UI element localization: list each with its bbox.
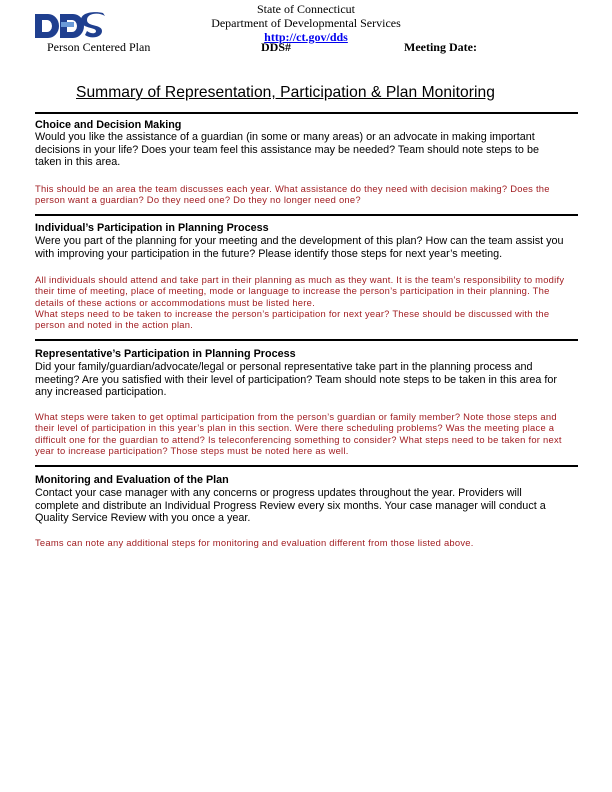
meeting-date-label: Meeting Date:	[404, 40, 477, 54]
department-name: Department of Developmental Services	[211, 16, 401, 30]
section-heading-decision-making: Choice and Decision Making	[35, 119, 182, 131]
section-divider	[35, 112, 578, 114]
plan-label: Person Centered Plan	[47, 40, 151, 54]
section-heading-representative-participation: Representative’s Participation in Planning Process	[35, 348, 296, 360]
section-divider	[35, 465, 578, 467]
section-body-representative-participation: Did your family/guardian/advocate/legal or personal representative take part in the planning process and meeting? Are you satisfied with their level of participation? Team should note steps to be taken in this area for any increased participation.	[35, 361, 557, 399]
section-note-representative-participation: What steps were taken to get optimal participation from the person’s guardian or family member? Note those steps and their level of participation in this year’s plan in this section. Were there scheduling problems? Was the meeting place a difficult one for the guardian to attend? Is teleconferencing something to consider? What steps need to be taken for next year to increase participation? Those steps must be noted here as well.	[35, 411, 562, 457]
dds-logo-text: DDS	[35, 39, 38, 40]
section-heading-individual-participation: Individual’s Participation in Planning Process	[35, 222, 269, 234]
section-body-individual-participation: Were you part of the planning for your meeting and the development of this plan? How can the team assist you with improving your participation in the future? Please identify those steps for next year’s meeting.	[35, 235, 564, 260]
website-link[interactable]: http://ct.gov/dds	[264, 30, 348, 44]
section-note-individual-participation: All individuals should attend and take part in their planning as much as they want. It is the team’s responsibility to modify their time of meeting, place of meeting, mode or language to increase the person’s participation in their planning. The details of these actions or accommodations must be listed here.	[35, 274, 565, 308]
state-name: State of Connecticut	[257, 2, 355, 16]
page-title: Summary of Representation, Participation & Plan Monitoring	[76, 84, 495, 101]
section-heading-monitoring: Monitoring and Evaluation of the Plan	[35, 474, 229, 486]
section-note2-individual-participation: What steps need to be taken to increase the person’s participation for next year? These should be discussed with the person and noted in the action plan.	[35, 308, 550, 331]
section-divider	[35, 214, 578, 216]
section-divider	[35, 339, 578, 341]
section-body-monitoring: Contact your case manager with any concerns or progress updates throughout the year. Providers will complete and distribute an Individual Progress Review every six months. Your case manager will conduct a Quality Service Review with you once a year.	[35, 487, 546, 525]
dds-number-label: DDS#	[261, 40, 292, 54]
dds-logo	[35, 12, 107, 40]
section-body-decision-making: Would you like the assistance of a guardian (in some or many areas) or an advocate in making important decisions in your life? Does your team feel this assistance may be needed? Team should note steps to be taken in this area.	[35, 131, 539, 169]
section-note-decision-making: This should be an area the team discusses each year. What assistance do they need with decision making? Does the person want a guardian? Do they need one? Do they no longer need one?	[35, 183, 550, 206]
header-center	[200, 2, 412, 44]
section-note-monitoring: Teams can note any additional steps for monitoring and evaluation different from those listed above.	[35, 537, 474, 548]
